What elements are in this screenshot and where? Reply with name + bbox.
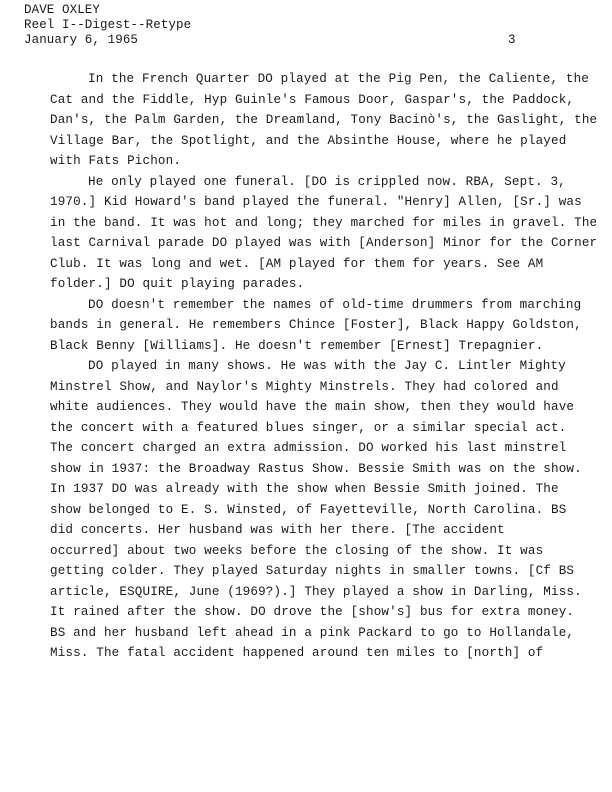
page-number: 3: [508, 33, 516, 47]
text-line: He only played one funeral. [DO is crippled now. RBA, Sept. 3,: [88, 174, 566, 189]
text-line: In 1937 DO was already with the show when Bessie Smith joined. The: [50, 482, 559, 496]
transcript-body: [50, 69, 598, 664]
text-line: Minstrel Show, and Naylor's Mighty Minstrels. They had colored and: [50, 379, 559, 394]
text-line: 1970.] Kid Howard's band played the funeral. "Henry] Allen, [Sr.] was: [50, 195, 582, 209]
text-line: the concert with a featured blues singer, or a similar special act.: [50, 420, 567, 435]
text-line: In the French Quarter DO played at the Pig Pen, the Caliente, the: [88, 72, 589, 86]
text-line: occurred] about two weeks before the closing of the show. It was: [50, 543, 544, 558]
text-line: The concert charged an extra admission. DO worked his last minstrel: [50, 441, 567, 455]
text-line: folder.] DO quit playing parades.: [50, 277, 305, 291]
text-line: It rained after the show. DO drove the [show's] bus for extra money.: [50, 605, 575, 619]
text-line: in the band. It was hot and long; they marched for miles in gravel. The: [50, 215, 598, 230]
text-line: BS and her husband left ahead in a pink Packard to go to Hollandale,: [50, 625, 575, 640]
text-line: show in 1937: the Broadway Rastus Show. Bessie Smith was on the show.: [50, 461, 582, 476]
text-line: Dan's, the Palm Garden, the Dreamland, Tony Bacinò's, the Gaslight, the: [50, 113, 598, 127]
text-line: article, ESQUIRE, June (1969?).] They played a show in Darling, Miss.: [50, 584, 582, 599]
text-line: getting colder. They played Saturday nights in smaller towns. [Cf BS: [50, 564, 575, 578]
header-date: January 6, 1965: [24, 33, 139, 47]
text-line: white audiences. They would have the main show, then they would have: [50, 400, 575, 414]
text-line: Club. It was long and wet. [AM played for them for years. See AM: [50, 256, 544, 271]
text-line: DO played in many shows. He was with the Jay C. Lintler Mighty: [88, 359, 566, 373]
text-line: Cat and the Fiddle, Hyp Guinle's Famous Door, Gaspar's, the Paddock,: [50, 92, 575, 107]
text-line: Black Benny [Williams]. He doesn't remember [Ernest] Trepagnier.: [50, 338, 544, 353]
header-reel: Reel I--Digest--Retype: [24, 18, 192, 32]
text-line: last Carnival parade DO played was with [Anderson] Minor for the Corner: [50, 236, 598, 250]
text-line: Village Bar, the Spotlight, and the Absinthe House, where he played: [50, 133, 567, 148]
text-line: did concerts. Her husband was with her there. [The accident: [50, 523, 505, 537]
text-line: with Fats Pichon.: [50, 154, 182, 168]
header-name: DAVE OXLEY: [24, 3, 101, 17]
document-header: [24, 3, 191, 48]
text-line: Miss. The fatal accident happened around ten miles to [north] of: [50, 646, 544, 660]
text-line: bands in general. He remembers Chince [Foster], Black Happy Goldston,: [50, 318, 582, 332]
text-line: show belonged to E. S. Winsted, of Fayetteville, North Carolina. BS: [50, 502, 567, 517]
text-line: DO doesn't remember the names of old-time drummers from marching: [88, 297, 582, 312]
